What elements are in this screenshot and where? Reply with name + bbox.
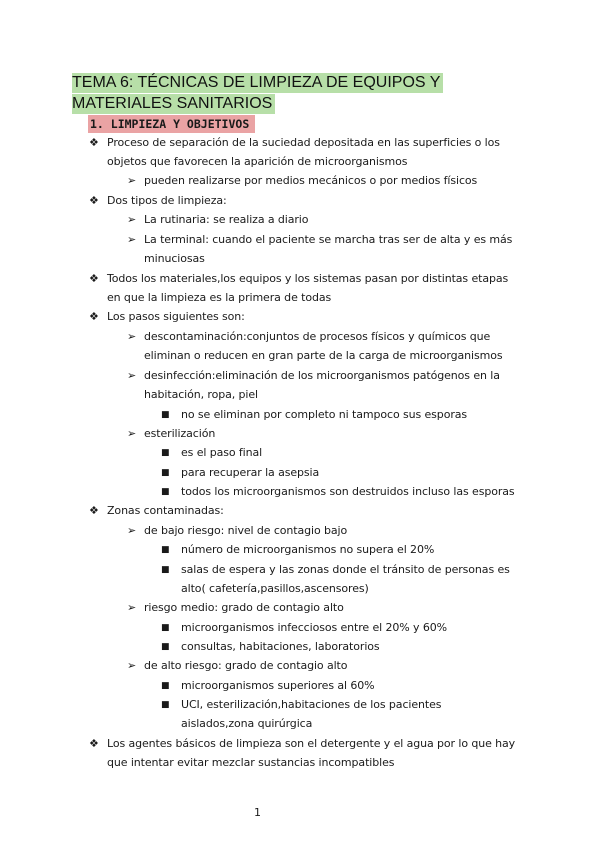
text-line: de bajo riesgo: nivel de contagio bajo [144,524,348,537]
text-line: descontaminación:conjuntos de procesos físicos y químicos que [144,330,491,343]
text-line: UCI, esterilización,habitaciones de los pacientes [181,698,442,711]
text-line: Dos tipos de limpieza: [107,194,227,207]
square-bullet-icon: ■ [161,468,170,478]
square-bullet-icon: ■ [161,681,170,691]
square-bullet-icon: ■ [161,642,170,652]
arrow-bullet-icon: ➢ [127,330,137,343]
text-line: Todos los materiales,los equipos y los sistemas pasan por distintas etapas [107,272,509,285]
text-line: alto( cafetería,pasillos,ascensores) [181,582,369,595]
text-line: habitación, ropa, piel [144,388,258,401]
square-bullet-icon: ■ [161,623,170,633]
text-line: objetos que favorecen la aparición de microorganismos [107,155,408,168]
section-heading: 1. LIMPIEZA Y OBJETIVOS [88,115,255,133]
square-bullet-icon: ■ [161,487,170,497]
text-line: que intentar evitar mezclar sustancias incompatibles [107,756,395,769]
text-line: salas de espera y las zonas donde el tránsito de personas es [181,563,510,576]
text-line: de alto riesgo: grado de contagio alto [144,659,348,672]
square-bullet-icon: ■ [161,565,170,575]
square-bullet-icon: ■ [161,545,170,555]
text-line: todos los microorganismos son destruidos incluso las esporas [181,485,515,498]
diamond-bullet-icon: ❖ [89,136,99,149]
arrow-bullet-icon: ➢ [127,601,137,614]
text-line: Proceso de separación de la suciedad depositada en las superficies o los [107,136,500,149]
text-line: aislados,zona quirúrgica [181,717,313,730]
text-line: consultas, habitaciones, laboratorios [181,640,380,653]
text-line: es el paso final [181,446,263,459]
text-line: en que la limpieza es la primera de todas [107,291,332,304]
text-line: Los pasos siguientes son: [107,310,245,323]
diamond-bullet-icon: ❖ [89,737,99,750]
text-line: número de microorganismos no supera el 20% [181,543,435,556]
text-line: La rutinaria: se realiza a diario [144,213,309,226]
arrow-bullet-icon: ➢ [127,427,137,440]
text-line: microorganismos infecciosos entre el 20% y 60% [181,621,448,634]
diamond-bullet-icon: ❖ [89,504,99,517]
square-bullet-icon: ■ [161,700,170,710]
text-line: eliminan o reducen en gran parte de la carga de microorganismos [144,349,503,362]
text-line: pueden realizarse por medios mecánicos o por medios físicos [144,174,478,187]
text-line: esterilización [144,427,216,440]
square-bullet-icon: ■ [161,410,170,420]
text-line: microorganismos superiores al 60% [181,679,375,692]
diamond-bullet-icon: ❖ [89,272,99,285]
arrow-bullet-icon: ➢ [127,659,137,672]
square-bullet-icon: ■ [161,448,170,458]
title-line-2: MATERIALES SANITARIOS [72,94,275,114]
arrow-bullet-icon: ➢ [127,233,137,246]
page-number: 1 [254,806,261,819]
diamond-bullet-icon: ❖ [89,194,99,207]
text-line: para recuperar la asepsia [181,466,320,479]
text-line: minuciosas [144,252,205,265]
diamond-bullet-icon: ❖ [89,310,99,323]
text-line: Zonas contaminadas: [107,504,224,517]
arrow-bullet-icon: ➢ [127,524,137,537]
arrow-bullet-icon: ➢ [127,213,137,226]
arrow-bullet-icon: ➢ [127,174,137,187]
text-line: desinfección:eliminación de los microorganismos patógenos en la [144,369,500,382]
arrow-bullet-icon: ➢ [127,369,137,382]
text-line: Los agentes básicos de limpieza son el detergente y el agua por lo que hay [107,737,516,750]
text-line: La terminal: cuando el paciente se marcha tras ser de alta y es más [144,233,513,246]
text-line: no se eliminan por completo ni tampoco sus esporas [181,408,468,421]
title-line-1: TEMA 6: TÉCNICAS DE LIMPIEZA DE EQUIPOS Y [72,73,443,93]
text-line: riesgo medio: grado de contagio alto [144,601,344,614]
